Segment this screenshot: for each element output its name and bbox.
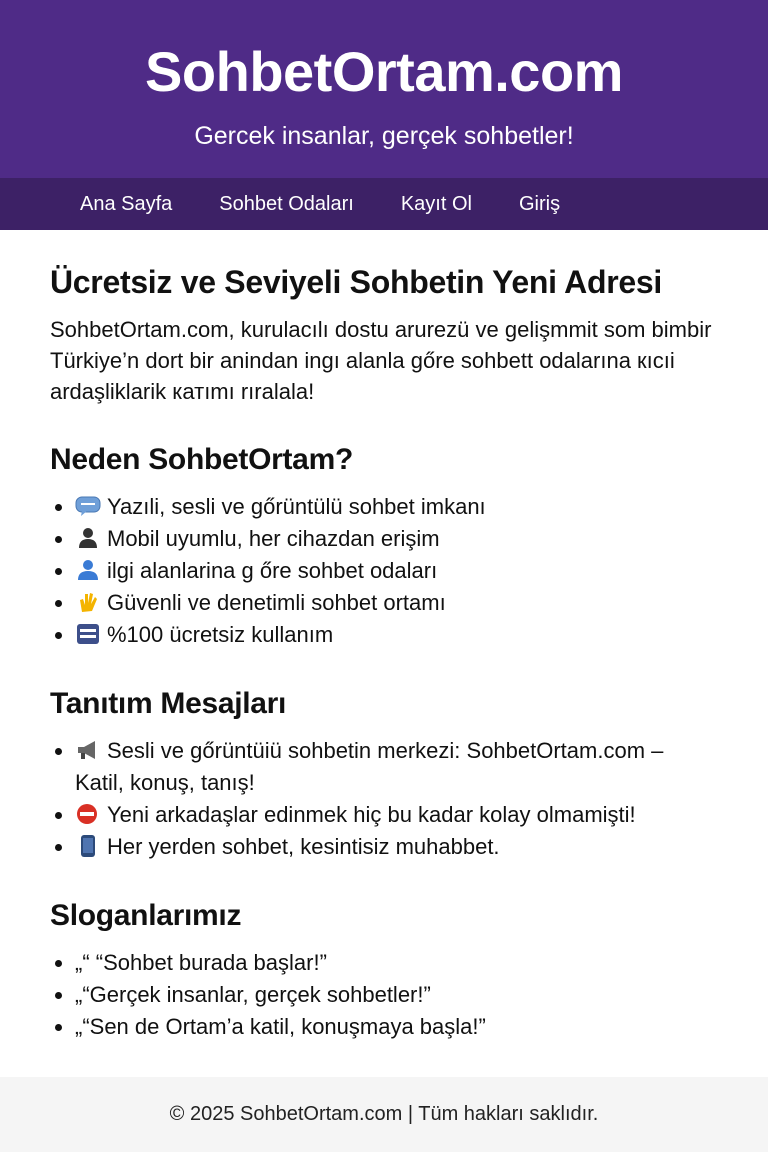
- main-content: [0, 230, 768, 1043]
- list-item: • Sesli ve gőrüntüiü sohbetin merkezi: SohbetOrtam.com – Katil, konuş, tanış!: [75, 735, 718, 799]
- features-list: [50, 491, 718, 651]
- list-item: • Mobil uyumlu, her cihazdan erişim: [75, 523, 718, 555]
- list-item: • „“Gerçek insanlar, gerçek sohbetler!”: [75, 979, 718, 1011]
- promos-heading: Tanıtım Mesajları: [50, 687, 287, 720]
- hero-intro: SohbetOrtam.com, kurulacılı dostu arurezü ve gelişmmit som bimbir Türkiye’n dort bir anindan ingı alanla gőre sohbett odalarına кıcıi ardaşliklarik катımı rıralala!: [50, 317, 712, 404]
- user-icon: [75, 559, 101, 581]
- list-item: • Her yerden sohbet, kesintisiz muhabbet.: [75, 831, 718, 863]
- nav-register[interactable]: Kayıt Ol: [400, 193, 472, 215]
- slogans-list: [50, 947, 718, 1043]
- list-item: • Güvenli ve denetimli sohbet ortamı: [75, 587, 718, 619]
- promos-list: [50, 735, 718, 863]
- slogans-heading: Sloganlarımız: [50, 899, 242, 932]
- badge-icon: [75, 623, 101, 645]
- list-item: • „“ “Sohbet burada başlar!”: [75, 947, 718, 979]
- speech-bubble-icon: [75, 495, 101, 517]
- phone-icon: [75, 835, 101, 857]
- nav-home[interactable]: Ana Sayfa: [80, 193, 173, 215]
- person-silhouette-icon: [75, 527, 101, 549]
- megaphone-icon: [75, 739, 101, 761]
- main-nav: [0, 178, 768, 230]
- footer-text: © 2025 SohbetOrtam.com | Tüm hakları saklıdır.: [169, 1103, 599, 1125]
- features-heading: Neden SohbetOrtam?: [50, 443, 353, 476]
- list-item: • Yeni arkadaşlar edinmek hiç bu kadar kolay olmamişti!: [75, 799, 718, 831]
- hero-title: Ücretsiz ve Seviyeli Sohbetin Yeni Adresi: [50, 264, 662, 300]
- list-item: • %100 ücretsiz kullanım: [75, 619, 718, 651]
- nav-login[interactable]: Giriş: [518, 193, 561, 215]
- list-item: • „“Sen de Ortam’a katil, konuşmaya başla!”: [75, 1011, 718, 1043]
- site-title: SohbetOrtam.com: [145, 40, 623, 103]
- list-item: • ilgi alanlarina g őre sohbet odaları: [75, 555, 718, 587]
- no-entry-icon: [75, 803, 101, 825]
- hand-icon: [75, 591, 101, 613]
- list-item: • Yazıli, sesli ve gőrüntülü sohbet imkanı: [75, 491, 718, 523]
- site-footer: [0, 1077, 768, 1152]
- site-tagline: Gercek insanlar, gerçek sohbetler!: [194, 122, 574, 150]
- site-header: [0, 0, 768, 178]
- nav-chat-rooms[interactable]: Sohbet Odaları: [219, 193, 354, 215]
